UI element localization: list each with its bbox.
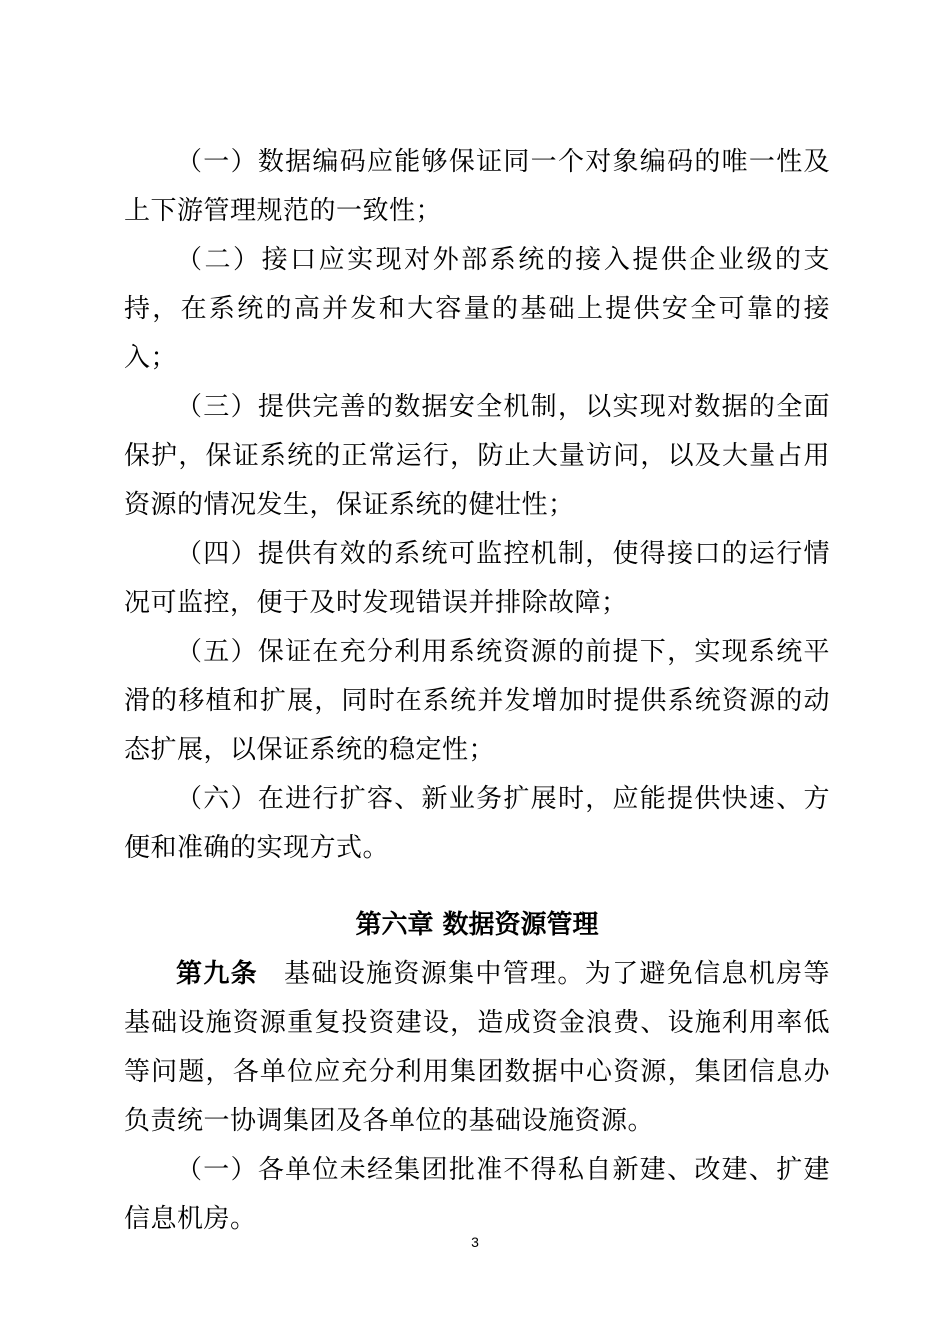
article-text: 基础设施资源集中管理。为了避免信息机房等基础设施资源重复投资建设，造成资金浪费、设施利用率低等问题，各单位应充分利用集团数据中心资源，集团信息办负责统一协调集团及各单位的基础设施资源。 — [124, 959, 830, 1136]
clause-6: （六）在进行扩容、新业务扩展时，应能提供快速、方便和准确的实现方式。 — [124, 784, 830, 863]
clause-3: （三）提供完善的数据安全机制，以实现对数据的全面保护，保证系统的正常运行，防止大量访问，以及大量占用资源的情况发生，保证系统的健壮性； — [124, 392, 830, 520]
chapter-heading: 第六章 数据资源管理 — [355, 910, 599, 940]
article-label: 第九条 — [176, 959, 259, 989]
clause-4: （四）提供有效的系统可监控机制，使得接口的运行情况可监控，便于及时发现错误并排除故障； — [124, 539, 830, 618]
clause-5: （五）保证在充分利用系统资源的前提下，实现系统平滑的移植和扩展，同时在系统并发增加时提供系统资源的动态扩展，以保证系统的稳定性； — [124, 637, 830, 765]
article-paragraph — [124, 950, 830, 1146]
sub-clause-1: （一）各单位未经集团批准不得私自新建、改建、扩建信息机房。 — [124, 1155, 830, 1234]
document-body — [124, 138, 830, 1244]
page-number: 3 — [471, 1234, 479, 1250]
clause-2: （二）接口应实现对外部系统的接入提供企业级的支持，在系统的高并发和大容量的基础上提供安全可靠的接入； — [124, 245, 830, 373]
clause-1: （一）数据编码应能够保证同一个对象编码的唯一性及上下游管理规范的一致性； — [124, 147, 830, 226]
